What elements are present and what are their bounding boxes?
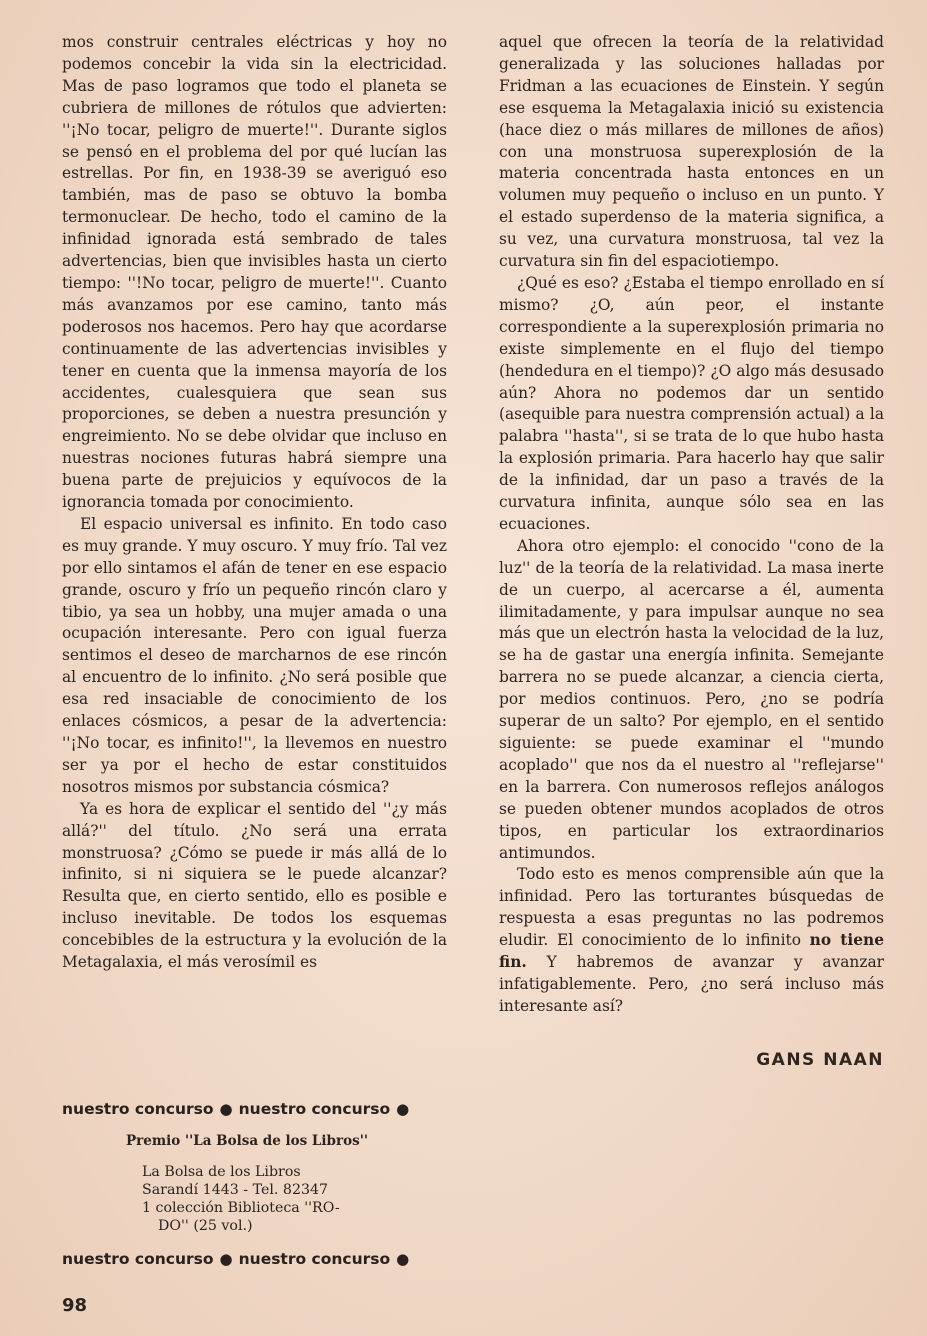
left-paragraph-3: Ya es hora de explicar el sentido del ''¿y más allá?'' del título. ¿No será una errata monstruosa? ¿Cómo se puede ir más allá de lo infinito, si ni siquiera se le puede alcanzar? Resulta que, en cierto sentido, ello es posible e incluso inevitable. De todos los esquemas concebibles de la estructura y la evolución de la Metagalaxia, el más verosímil es <box>62 799 447 972</box>
left-paragraph-2: El espacio universal es infinito. En todo caso es muy grande. Y muy oscuro. Y muy frío. Tal vez por ello sintamos el afán de tener en ese espacio grande, oscuro y frío un pequeño rincón claro y tibio, ya sea un hobby, una mujer amada o una ocupación interesante. Pero con igual fuerza sentimos el deseo de marcharnos de ese rincón al encuentro de lo infinito. ¿No será posible que esa red insaciable de conocimiento de los enlaces cósmicos, a pesar de la advertencia: ''¡No tocar, es infinito!'', la llevemos en nuestro ser ya por el hecho de estar constituidos nosotros mismos por substancia cósmica? <box>62 514 447 796</box>
prize-line-4: DO'' (25 vol.) <box>158 1218 253 1234</box>
prize-line-3: 1 colección Biblioteca ''RO- <box>142 1200 340 1216</box>
bullet-icon: ● <box>396 1100 410 1118</box>
left-paragraph-1: mos construir centrales eléctricas y hoy no podemos concebir la vida sin la electricidad. Mas de paso logramos que todo el planeta se cubriera de millones de rótulos que advierten: ''¡No tocar, peligro de muerte!''. Durante siglos se pensó en el problema del por qué lucían las estrellas. Por fin, en 1938-39 se averiguó eso también, mas de paso se obtuvo la bomba termonuclear. De hecho, todo el camino de la infinidad ignorada está sembrado de tales advertencias, bien que invisibles hasta un cierto tiempo: ''!No tocar, peligro de muerte!''. Cuanto más avanzamos por ese camino, tanto más poderosos nos hacemos. Pero hay que acordarse continuamente de las advertencias invisibles y tener en cuenta que la inmensa mayoría de los accidentes, cualesquiera que sean sus proporciones, se deben a nuestra presunción y engreimiento. No se debe olvidar que incluso en nuestras nociones futuras habrá siempre una buena parte de prejuicios y equívocos de la ignorancia tomada por conocimiento. <box>62 33 447 512</box>
prize-line-1: La Bolsa de los Libros <box>142 1164 301 1180</box>
p4-text-start: Todo esto es menos comprensible aún que la infinidad. Pero las torturantes búsquedas de respuesta a esas preguntas no las podremos eludir. El conocimiento de lo infinito <box>499 865 884 950</box>
p4-text-end: Y habremos de avanzar y avanzar infatigablemente. Pero, ¿no será incluso más interesante así? <box>499 953 884 1015</box>
bullet-icon: ● <box>219 1100 233 1118</box>
right-paragraph-2: ¿Qué es eso? ¿Estaba el tiempo enrollado en sí mismo? ¿O, aún peor, el instante correspondiente a la superexplosión primaria no existe simplemente en el flujo del tiempo (hendedura en el tiempo)? ¿O algo más desusado aún? Ahora no podemos dar un sentido (asequible para nuestra comprensión actual) a la palabra ''hasta'', si se trata de lo que hubo hasta la explosión primaria. Para hacerlo hay que salir de la infinidad, dar un paso a través de la curvatura infinita, aunque sólo sea en las ecuaciones. <box>499 273 884 533</box>
contest-label: nuestro concurso <box>62 1250 214 1268</box>
right-paragraph-3: Ahora otro ejemplo: el conocido ''cono de la luz'' de la teoría de la relatividad. La masa inerte de un cuerpo, al acercarse a él, aumenta ilimitadamente, y para impulsar aunque no sea más que un electrón hasta la velocidad de la luz, se ha de gastar una energía infinita. Semejante barrera no se puede alcanzar, a ciencia cierta, por medios continuos. Pero, ¿no se podría superar de un salto? Por ejemplo, en el sentido siguiente: se puede examinar el ''mundo acoplado'' que nos da el nuestro al ''reflejarse'' en la barrera. Con numerosos reflejos análogos se pueden obtener mundos acoplados de otros tipos, en particular los extraordinarios antimundos. <box>499 536 884 862</box>
page-number: 98 <box>62 1295 88 1316</box>
prize-title: Premio ''La Bolsa de los Libros'' <box>126 1133 368 1149</box>
right-paragraph-1: aquel que ofrecen la teoría de la relatividad generalizada y las soluciones halladas por Fridman a las ecuaciones de Einstein. Y según ese esquema la Metagalaxia inició su existencia (hace diez o más millares de millones de años) con una monstruosa superexplosión de la materia concentrada hasta entonces en un volumen muy pequeño o incluso en un punto. Y el estado superdenso de la materia significa, a su vez, una curvatura monstruosa, tal vez la curvatura sin fin del espaciotiempo. <box>499 33 884 271</box>
right-column <box>499 32 884 1018</box>
contest-banner-bottom <box>62 1250 462 1268</box>
contest-label: nuestro concurso <box>62 1100 214 1118</box>
right-paragraph-4 <box>499 864 884 1017</box>
p4-bold-text: no tiene fin. <box>499 931 884 972</box>
contest-banner-top <box>62 1100 462 1118</box>
contest-label: nuestro concurso <box>238 1250 391 1268</box>
left-column <box>62 32 447 974</box>
prize-line-2: Sarandí 1443 - Tel. 82347 <box>142 1182 329 1198</box>
contest-label: nuestro concurso <box>238 1100 391 1118</box>
bullet-icon: ● <box>396 1250 410 1268</box>
bullet-icon: ● <box>219 1250 233 1268</box>
prize-details <box>142 1163 392 1235</box>
author-signature: GANS NAAN <box>756 1050 884 1070</box>
